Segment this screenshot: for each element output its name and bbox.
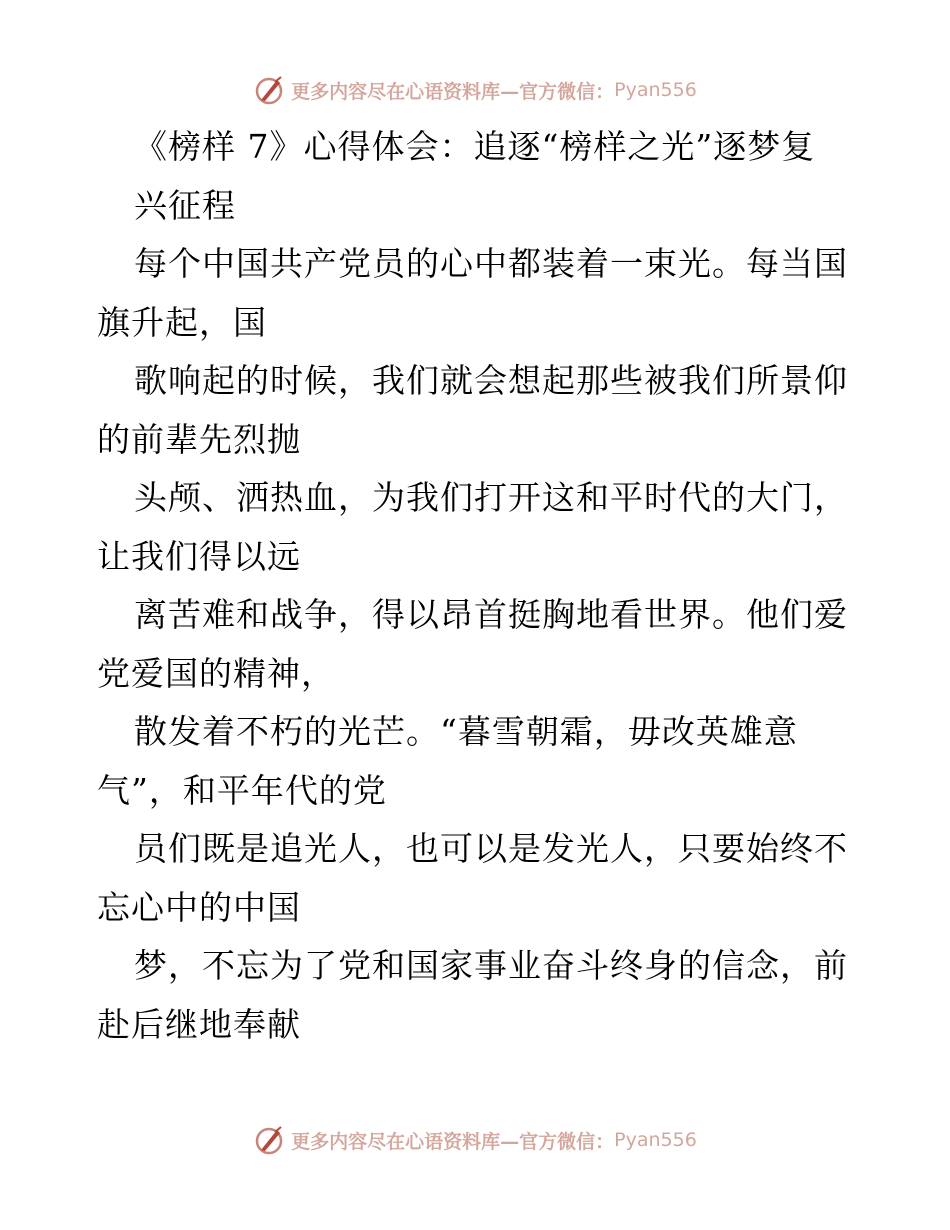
paragraph-line: 头颅、洒热血，为我们打开这和平时代的大门， [134, 478, 848, 517]
watermark-wechat-id: Pyan556 [614, 1129, 697, 1151]
quill-logo-icon [253, 74, 285, 106]
watermark-text: 更多内容尽在心语资料库—官方微信： [291, 1130, 615, 1153]
header-watermark [0, 70, 950, 110]
title-line-1: 《榜样 7》心得体会：追逐“榜样之光”逐梦复 [134, 127, 816, 166]
paragraph-line: 歌响起的时候，我们就会想起那些被我们所景仰 [134, 361, 848, 400]
paragraph-line: 让我们得以远 [97, 536, 301, 576]
paragraph-line: 散发着不朽的光芒。“暮雪朝霜，毋改英雄意 [134, 712, 798, 751]
paragraph-line: 每个中国共产党员的心中都装着一束光。每当国 [134, 244, 848, 283]
paragraph-line: 的前辈先烈抛 [97, 419, 301, 459]
quill-logo-icon [253, 1124, 285, 1156]
paragraph-line: 赴后继地奉献 [97, 1004, 301, 1044]
footer-watermark [0, 1120, 950, 1160]
watermark-wechat-id: Pyan556 [614, 79, 697, 101]
paragraph-line: 员们既是追光人，也可以是发光人，只要始终不 [134, 829, 848, 868]
title-line-2: 兴征程 [134, 185, 236, 225]
paragraph-line: 梦，不忘为了党和国家事业奋斗终身的信念，前 [134, 946, 848, 985]
document-body [97, 118, 857, 1054]
paragraph-line: 气”，和平年代的党 [97, 770, 387, 810]
paragraph-line: 离苦难和战争，得以昂首挺胸地看世界。他们爱 [134, 595, 848, 634]
paragraph-line: 旗升起，国 [97, 302, 267, 342]
paragraph-line: 忘心中的中国 [97, 887, 301, 927]
paragraph-line: 党爱国的精神， [97, 653, 335, 693]
watermark-text: 更多内容尽在心语资料库—官方微信： [291, 80, 615, 103]
